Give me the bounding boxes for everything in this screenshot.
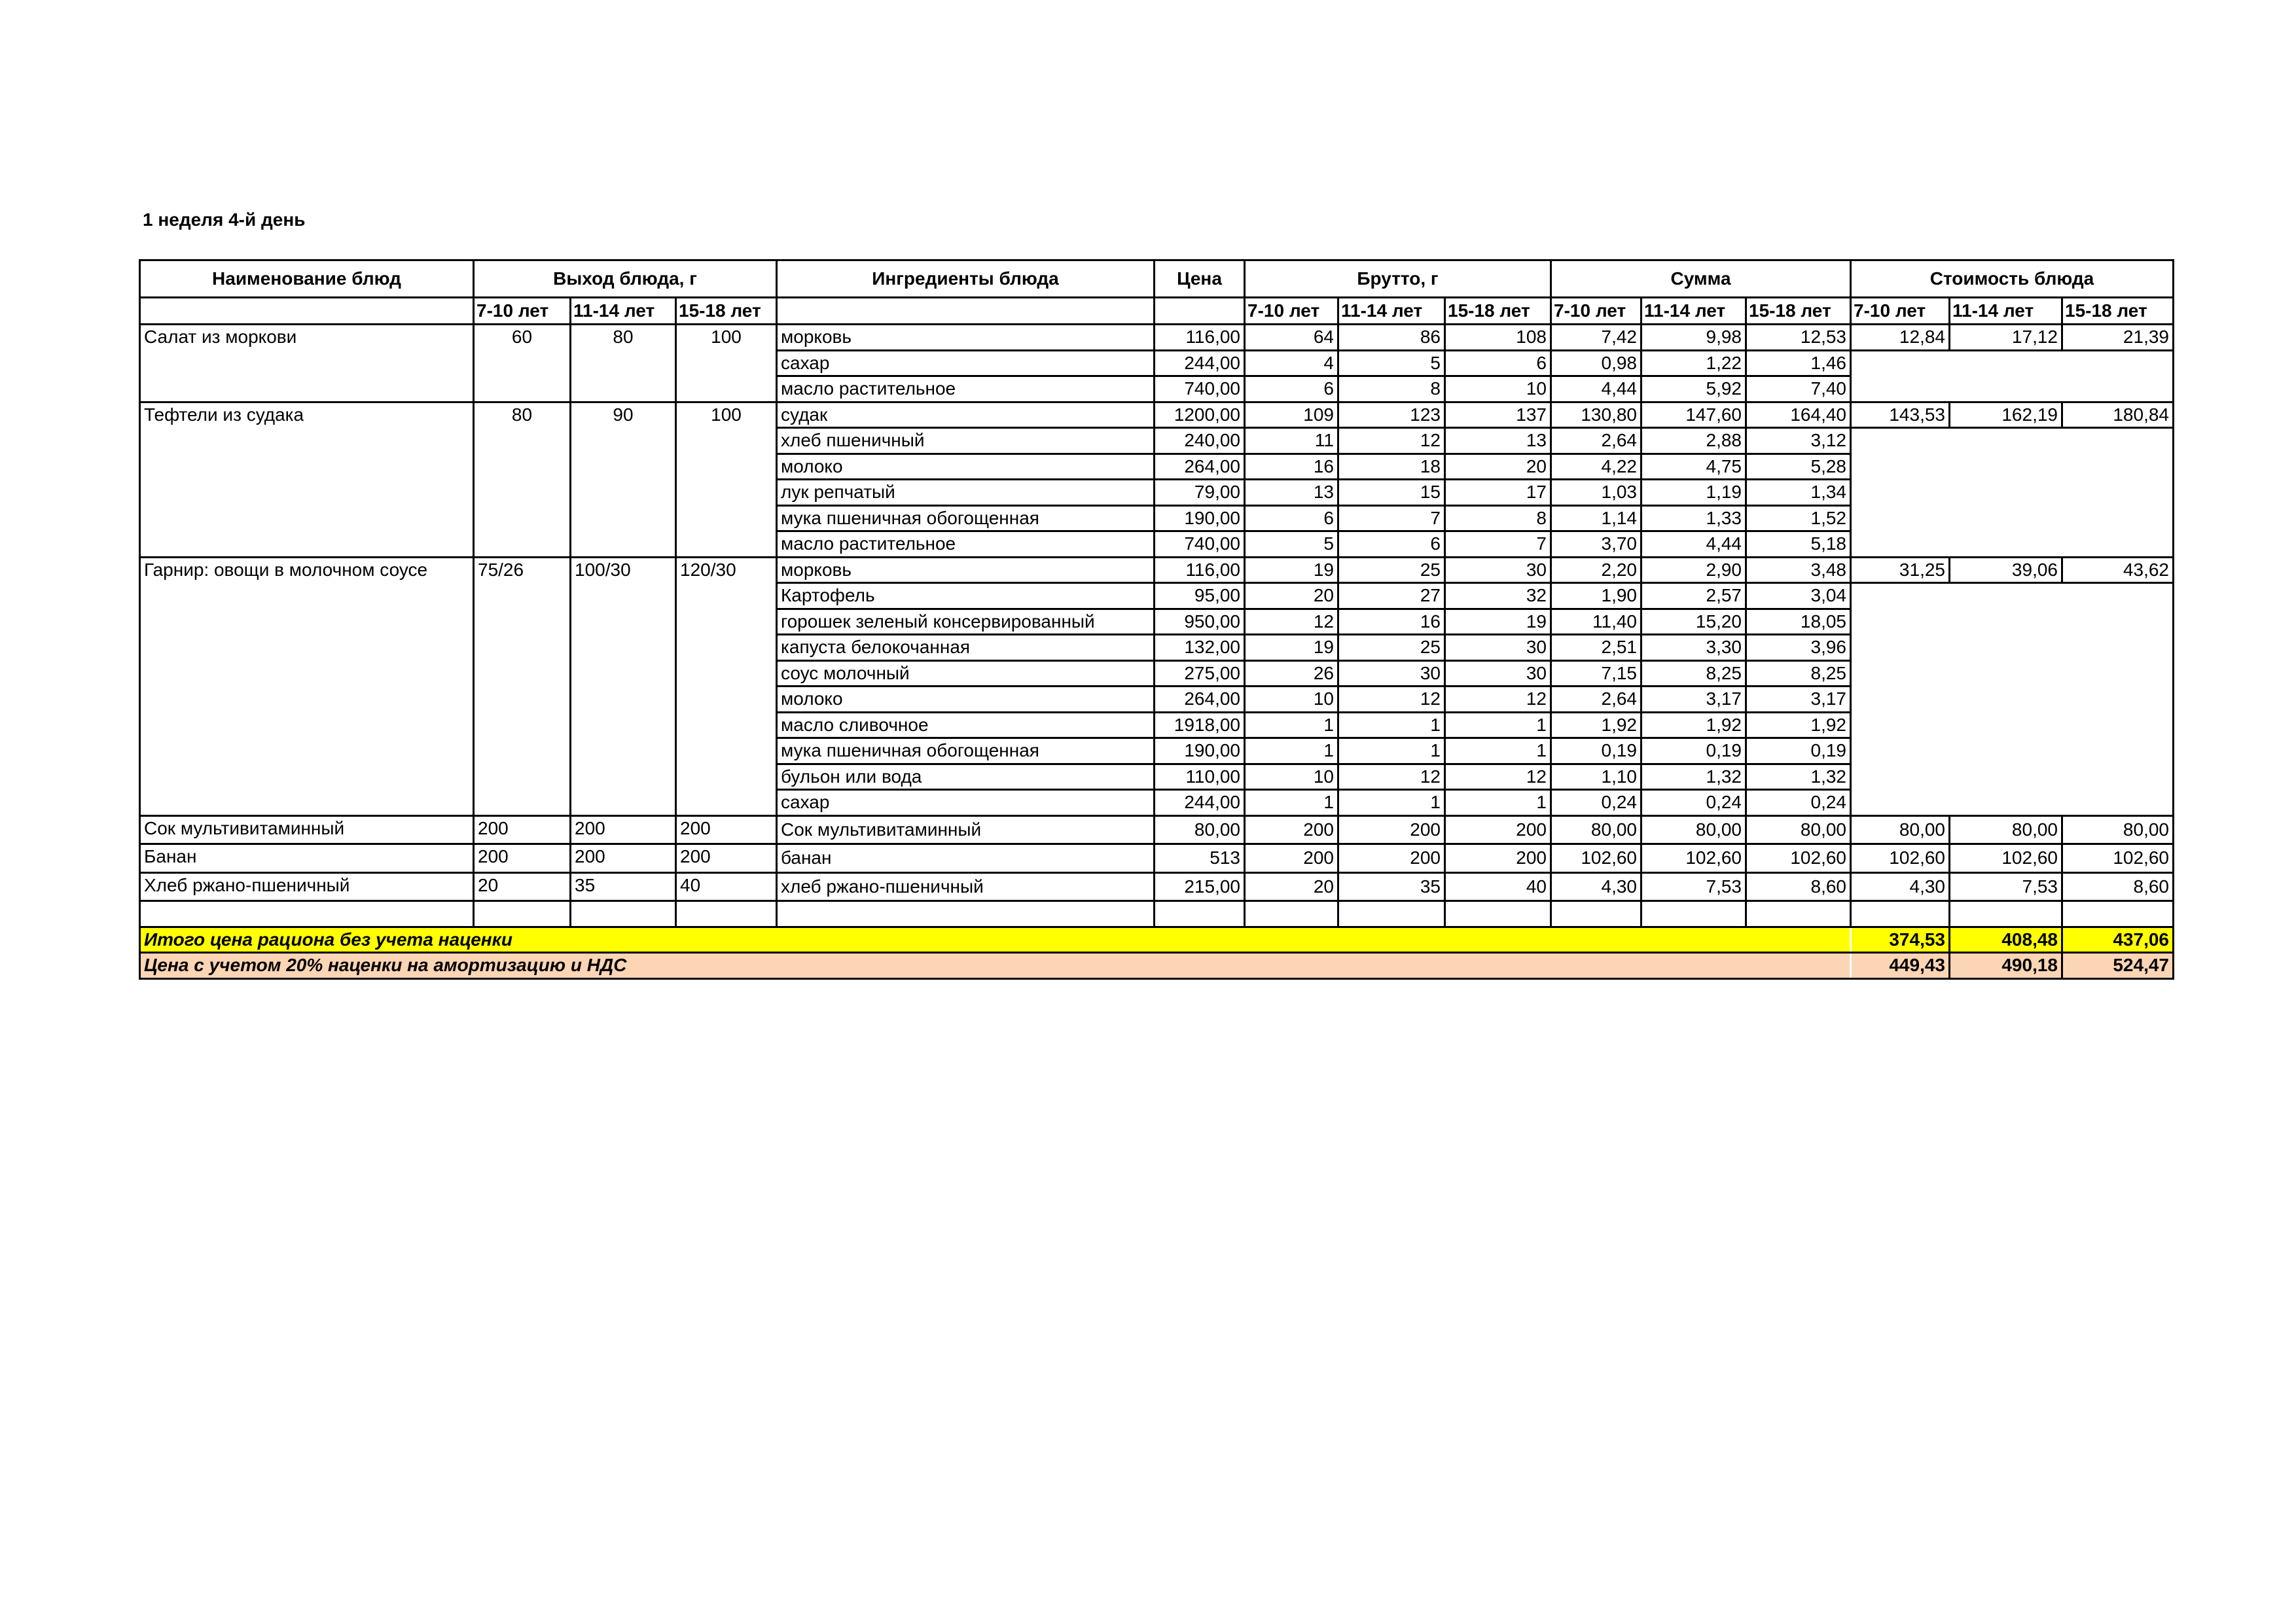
header-price: Цена	[1155, 260, 1245, 298]
ingredient-gross: 30	[1445, 557, 1551, 583]
dish-cost: 8,60	[2062, 872, 2174, 901]
ingredient-sum: 3,48	[1746, 557, 1851, 583]
ingredient-gross: 1	[1245, 790, 1338, 816]
ingredient-price: 1200,00	[1155, 402, 1245, 428]
dish-name: Сок мультивитаминный	[140, 815, 474, 844]
ingredient-sum: 1,90	[1551, 583, 1641, 609]
dish-yield: 60	[474, 325, 571, 402]
yield-age-3: 15-18 лет	[676, 298, 777, 325]
ingredient-price: 264,00	[1155, 687, 1245, 713]
ingredient-sum: 7,53	[1641, 872, 1746, 901]
dish-cost: 102,60	[1950, 844, 2062, 873]
ingredient-gross: 12	[1338, 764, 1445, 790]
ingredient-gross: 1	[1338, 712, 1445, 738]
ingredient-gross: 20	[1445, 454, 1551, 480]
ingredient-name: горошек зеленый консервированный	[777, 609, 1155, 635]
ingredient-gross: 13	[1245, 480, 1338, 506]
ingredient-gross: 137	[1445, 402, 1551, 428]
ingredient-sum: 3,17	[1746, 687, 1851, 713]
sum-age-1: 7-10 лет	[1551, 298, 1641, 325]
ingredient-gross: 35	[1338, 872, 1445, 901]
yield-age-2: 11-14 лет	[571, 298, 676, 325]
dish-cost: 102,60	[2062, 844, 2174, 873]
ingredient-gross: 19	[1245, 557, 1338, 583]
ingredient-sum: 80,00	[1746, 815, 1851, 844]
total-value: 449,43	[1851, 953, 1950, 979]
gross-age-1: 7-10 лет	[1245, 298, 1338, 325]
ingredient-price: 740,00	[1155, 376, 1245, 402]
ingredient-gross: 6	[1245, 376, 1338, 402]
ingredient-gross: 26	[1245, 660, 1338, 687]
dish-yield: 90	[571, 402, 676, 557]
table-body	[140, 260, 2174, 979]
dish-yield: 120/30	[676, 557, 777, 815]
ingredient-gross: 25	[1338, 635, 1445, 661]
ingredient-price: 110,00	[1155, 764, 1245, 790]
ingredient-sum: 1,03	[1551, 480, 1641, 506]
ingredient-name: сахар	[777, 790, 1155, 816]
dish-cost: 4,30	[1851, 872, 1950, 901]
ingredient-price: 80,00	[1155, 815, 1245, 844]
ingredient-sum: 7,15	[1551, 660, 1641, 687]
ingredient-gross: 12	[1338, 428, 1445, 454]
empty-cell	[1245, 901, 1338, 927]
ingredient-price: 1918,00	[1155, 712, 1245, 738]
ingredient-price: 79,00	[1155, 480, 1245, 506]
empty-cell	[474, 901, 571, 927]
empty-row	[140, 901, 2174, 927]
header-yield: Выход блюда, г	[474, 260, 777, 298]
ingredient-price: 132,00	[1155, 635, 1245, 661]
ingredient-sum: 5,28	[1746, 454, 1851, 480]
ingredient-gross: 109	[1245, 402, 1338, 428]
dish-yield: 20	[474, 872, 571, 901]
menu-cost-table	[139, 259, 2174, 980]
ingredient-sum: 1,92	[1551, 712, 1641, 738]
ingredient-gross: 200	[1245, 815, 1338, 844]
dish-name: Гарнир: овощи в молочном соусе	[140, 557, 474, 815]
dish-name: Тефтели из судака	[140, 402, 474, 557]
ingredient-sum: 2,51	[1551, 635, 1641, 661]
ingredient-sum: 1,34	[1746, 480, 1851, 506]
empty-cell	[1338, 901, 1445, 927]
dish-cost: 39,06	[1950, 557, 2062, 583]
table-row	[140, 402, 2174, 428]
dish-yield: 200	[474, 844, 571, 873]
gross-age-3: 15-18 лет	[1445, 298, 1551, 325]
ingredient-gross: 200	[1445, 815, 1551, 844]
ingredient-sum: 12,53	[1746, 325, 1851, 351]
ingredient-gross: 5	[1338, 350, 1445, 376]
ingredient-sum: 7,40	[1746, 376, 1851, 402]
ingredient-price: 244,00	[1155, 350, 1245, 376]
ingredient-sum: 1,14	[1551, 505, 1641, 531]
table-row	[140, 815, 2174, 844]
ingredient-price: 244,00	[1155, 790, 1245, 816]
ingredient-name: банан	[777, 844, 1155, 873]
dish-name: Банан	[140, 844, 474, 873]
ingredient-sum: 8,25	[1641, 660, 1746, 687]
dish-yield: 80	[474, 402, 571, 557]
ingredient-sum: 4,44	[1551, 376, 1641, 402]
dish-cost: 7,53	[1950, 872, 2062, 901]
ingredient-sum: 3,96	[1746, 635, 1851, 661]
empty-cell	[1950, 901, 2062, 927]
ingredient-gross: 30	[1445, 660, 1551, 687]
ingredient-gross: 6	[1245, 505, 1338, 531]
ingredient-sum: 18,05	[1746, 609, 1851, 635]
ingredient-gross: 16	[1338, 609, 1445, 635]
dish-yield: 80	[571, 325, 676, 402]
ingredient-name: судак	[777, 402, 1155, 428]
ingredient-sum: 7,42	[1551, 325, 1641, 351]
ingredient-gross: 1	[1245, 712, 1338, 738]
ingredient-sum: 0,19	[1551, 738, 1641, 764]
ingredient-sum: 3,04	[1746, 583, 1851, 609]
ingredient-sum: 5,92	[1641, 376, 1746, 402]
ingredient-gross: 123	[1338, 402, 1445, 428]
dish-cost-blank	[1851, 350, 2174, 402]
dish-cost: 12,84	[1851, 325, 1950, 351]
total-with-markup-row	[140, 953, 2174, 979]
ingredient-gross: 1	[1445, 790, 1551, 816]
dish-name: Салат из моркови	[140, 325, 474, 402]
ingredient-gross: 1	[1338, 738, 1445, 764]
dish-cost: 17,12	[1950, 325, 2062, 351]
ingredient-sum: 1,22	[1641, 350, 1746, 376]
ingredient-price: 513	[1155, 844, 1245, 873]
dish-cost: 102,60	[1851, 844, 1950, 873]
ingredient-name: масло растительное	[777, 376, 1155, 402]
ingredient-name: молоко	[777, 687, 1155, 713]
ingredient-sum: 80,00	[1551, 815, 1641, 844]
ingredient-gross: 30	[1445, 635, 1551, 661]
ingredient-gross: 6	[1445, 350, 1551, 376]
ingredient-price: 215,00	[1155, 872, 1245, 901]
ingredient-sum: 4,44	[1641, 531, 1746, 558]
yield-age-1: 7-10 лет	[474, 298, 571, 325]
ingredient-sum: 147,60	[1641, 402, 1746, 428]
ingredient-price: 190,00	[1155, 738, 1245, 764]
dish-cost: 80,00	[2062, 815, 2174, 844]
dish-cost-blank	[1851, 428, 2174, 558]
empty-cell	[676, 901, 777, 927]
ingredient-gross: 32	[1445, 583, 1551, 609]
dish-cost: 43,62	[2062, 557, 2174, 583]
ingredient-sum: 8,25	[1746, 660, 1851, 687]
header-blank	[140, 298, 474, 325]
dish-yield: 100/30	[571, 557, 676, 815]
ingredient-name: хлеб ржано-пшеничный	[777, 872, 1155, 901]
empty-cell	[1445, 901, 1551, 927]
total-value: 374,53	[1851, 927, 1950, 953]
dish-cost: 162,19	[1950, 402, 2062, 428]
ingredient-name: хлеб пшеничный	[777, 428, 1155, 454]
ingredient-sum: 11,40	[1551, 609, 1641, 635]
ingredient-name: мука пшеничная обогощенная	[777, 505, 1155, 531]
page-title: 1 неделя 4-й день	[143, 209, 306, 230]
ingredient-gross: 1	[1338, 790, 1445, 816]
ingredient-gross: 10	[1245, 687, 1338, 713]
total-row	[140, 927, 2174, 953]
ingredient-gross: 17	[1445, 480, 1551, 506]
ingredient-sum: 1,32	[1746, 764, 1851, 790]
ingredient-sum: 3,30	[1641, 635, 1746, 661]
ingredient-gross: 6	[1338, 531, 1445, 558]
cost-age-3: 15-18 лет	[2062, 298, 2174, 325]
ingredient-sum: 5,18	[1746, 531, 1851, 558]
ingredient-price: 116,00	[1155, 557, 1245, 583]
ingredient-name: бульон или вода	[777, 764, 1155, 790]
empty-cell	[1155, 901, 1245, 927]
header-row-ages	[140, 298, 2174, 325]
ingredient-name: сахар	[777, 350, 1155, 376]
ingredient-sum: 1,32	[1641, 764, 1746, 790]
empty-cell	[1851, 901, 1950, 927]
ingredient-name: соус молочный	[777, 660, 1155, 687]
dish-yield: 100	[676, 325, 777, 402]
ingredient-sum: 0,19	[1641, 738, 1746, 764]
ingredient-name: лук репчатый	[777, 480, 1155, 506]
ingredient-sum: 4,22	[1551, 454, 1641, 480]
ingredient-gross: 1	[1445, 738, 1551, 764]
ingredient-gross: 4	[1245, 350, 1338, 376]
dish-cost: 31,25	[1851, 557, 1950, 583]
dish-cost: 80,00	[1851, 815, 1950, 844]
ingredient-price: 950,00	[1155, 609, 1245, 635]
ingredient-gross: 30	[1338, 660, 1445, 687]
table-row	[140, 872, 2174, 901]
ingredient-gross: 10	[1245, 764, 1338, 790]
ingredient-sum: 102,60	[1551, 844, 1641, 873]
ingredient-sum: 9,98	[1641, 325, 1746, 351]
ingredient-gross: 19	[1245, 635, 1338, 661]
ingredient-price: 116,00	[1155, 325, 1245, 351]
total-value: 408,48	[1950, 927, 2062, 953]
ingredient-gross: 108	[1445, 325, 1551, 351]
ingredient-gross: 12	[1245, 609, 1338, 635]
ingredient-name: морковь	[777, 325, 1155, 351]
dish-cost: 143,53	[1851, 402, 1950, 428]
ingredient-sum: 2,20	[1551, 557, 1641, 583]
empty-cell	[571, 901, 676, 927]
ingredient-sum: 164,40	[1746, 402, 1851, 428]
header-dish: Наименование блюд	[140, 260, 474, 298]
dish-cost: 21,39	[2062, 325, 2174, 351]
ingredient-gross: 12	[1445, 687, 1551, 713]
ingredient-sum: 1,33	[1641, 505, 1746, 531]
header-blank	[1155, 298, 1245, 325]
ingredient-name: масло растительное	[777, 531, 1155, 558]
ingredient-gross: 27	[1338, 583, 1445, 609]
empty-cell	[777, 901, 1155, 927]
ingredient-sum: 0,24	[1641, 790, 1746, 816]
header-gross: Брутто, г	[1245, 260, 1551, 298]
ingredient-gross: 20	[1245, 583, 1338, 609]
ingredient-name: Картофель	[777, 583, 1155, 609]
ingredient-name: мука пшеничная обогощенная	[777, 738, 1155, 764]
total-value: 437,06	[2062, 927, 2174, 953]
ingredient-sum: 1,19	[1641, 480, 1746, 506]
ingredient-gross: 1	[1445, 712, 1551, 738]
ingredient-gross: 15	[1338, 480, 1445, 506]
ingredient-sum: 102,60	[1746, 844, 1851, 873]
ingredient-price: 275,00	[1155, 660, 1245, 687]
dish-yield: 100	[676, 402, 777, 557]
total-label: Цена с учетом 20% наценки на амортизацию и НДС	[140, 953, 1851, 979]
ingredient-sum: 80,00	[1641, 815, 1746, 844]
ingredient-gross: 12	[1445, 764, 1551, 790]
ingredient-gross: 16	[1245, 454, 1338, 480]
ingredient-gross: 18	[1338, 454, 1445, 480]
empty-cell	[1746, 901, 1851, 927]
dish-cost: 180,84	[2062, 402, 2174, 428]
ingredient-gross: 40	[1445, 872, 1551, 901]
total-value: 490,18	[1950, 953, 2062, 979]
ingredient-gross: 64	[1245, 325, 1338, 351]
dish-cost: 80,00	[1950, 815, 2062, 844]
ingredient-sum: 0,98	[1551, 350, 1641, 376]
ingredient-price: 264,00	[1155, 454, 1245, 480]
ingredient-sum: 0,24	[1551, 790, 1641, 816]
dish-yield: 40	[676, 872, 777, 901]
ingredient-gross: 11	[1245, 428, 1338, 454]
ingredient-sum: 4,30	[1551, 872, 1641, 901]
cost-age-1: 7-10 лет	[1851, 298, 1950, 325]
ingredient-sum: 3,17	[1641, 687, 1746, 713]
ingredient-price: 95,00	[1155, 583, 1245, 609]
dish-yield: 75/26	[474, 557, 571, 815]
dish-cost-blank	[1851, 583, 2174, 816]
ingredient-sum: 1,92	[1641, 712, 1746, 738]
empty-cell	[140, 901, 474, 927]
ingredient-name: Сок мультивитаминный	[777, 815, 1155, 844]
dish-yield: 200	[474, 815, 571, 844]
ingredient-gross: 5	[1245, 531, 1338, 558]
ingredient-sum: 8,60	[1746, 872, 1851, 901]
dish-yield: 200	[571, 844, 676, 873]
dish-yield: 200	[676, 815, 777, 844]
ingredient-sum: 3,12	[1746, 428, 1851, 454]
empty-cell	[2062, 901, 2174, 927]
empty-cell	[1551, 901, 1641, 927]
ingredient-sum: 130,80	[1551, 402, 1641, 428]
gross-age-2: 11-14 лет	[1338, 298, 1445, 325]
header-row-groups	[140, 260, 2174, 298]
table-row	[140, 557, 2174, 583]
sum-age-3: 15-18 лет	[1746, 298, 1851, 325]
ingredient-gross: 200	[1338, 844, 1445, 873]
ingredient-sum: 1,10	[1551, 764, 1641, 790]
ingredient-gross: 1	[1245, 738, 1338, 764]
header-ingredients: Ингредиенты блюда	[777, 260, 1155, 298]
ingredient-sum: 2,88	[1641, 428, 1746, 454]
ingredient-sum: 2,64	[1551, 428, 1641, 454]
ingredient-gross: 19	[1445, 609, 1551, 635]
ingredient-name: масло сливочное	[777, 712, 1155, 738]
ingredient-sum: 15,20	[1641, 609, 1746, 635]
ingredient-gross: 12	[1338, 687, 1445, 713]
dish-yield: 200	[676, 844, 777, 873]
ingredient-price: 740,00	[1155, 531, 1245, 558]
total-value: 524,47	[2062, 953, 2174, 979]
ingredient-name: морковь	[777, 557, 1155, 583]
header-sum: Сумма	[1551, 260, 1851, 298]
ingredient-gross: 8	[1445, 505, 1551, 531]
table-row	[140, 325, 2174, 351]
ingredient-gross: 200	[1338, 815, 1445, 844]
total-label: Итого цена рациона без учета наценки	[140, 927, 1851, 953]
empty-cell	[1641, 901, 1746, 927]
ingredient-gross: 8	[1338, 376, 1445, 402]
ingredient-sum: 1,46	[1746, 350, 1851, 376]
ingredient-gross: 25	[1338, 557, 1445, 583]
ingredient-price: 190,00	[1155, 505, 1245, 531]
header-cost: Стоимость блюда	[1851, 260, 2174, 298]
table-row	[140, 844, 2174, 873]
ingredient-gross: 200	[1445, 844, 1551, 873]
ingredient-gross: 13	[1445, 428, 1551, 454]
ingredient-gross: 10	[1445, 376, 1551, 402]
ingredient-name: молоко	[777, 454, 1155, 480]
ingredient-price: 240,00	[1155, 428, 1245, 454]
ingredient-gross: 200	[1245, 844, 1338, 873]
sum-age-2: 11-14 лет	[1641, 298, 1746, 325]
ingredient-gross: 7	[1338, 505, 1445, 531]
ingredient-sum: 2,57	[1641, 583, 1746, 609]
ingredient-gross: 7	[1445, 531, 1551, 558]
ingredient-gross: 20	[1245, 872, 1338, 901]
ingredient-sum: 4,75	[1641, 454, 1746, 480]
ingredient-sum: 1,52	[1746, 505, 1851, 531]
header-blank	[777, 298, 1155, 325]
ingredient-sum: 1,92	[1746, 712, 1851, 738]
ingredient-sum: 0,19	[1746, 738, 1851, 764]
dish-name: Хлеб ржано-пшеничный	[140, 872, 474, 901]
ingredient-sum: 0,24	[1746, 790, 1851, 816]
cost-age-2: 11-14 лет	[1950, 298, 2062, 325]
ingredient-sum: 3,70	[1551, 531, 1641, 558]
ingredient-sum: 2,64	[1551, 687, 1641, 713]
ingredient-sum: 2,90	[1641, 557, 1746, 583]
ingredient-sum: 102,60	[1641, 844, 1746, 873]
ingredient-name: капуста белокочанная	[777, 635, 1155, 661]
dish-yield: 35	[571, 872, 676, 901]
dish-yield: 200	[571, 815, 676, 844]
ingredient-gross: 86	[1338, 325, 1445, 351]
